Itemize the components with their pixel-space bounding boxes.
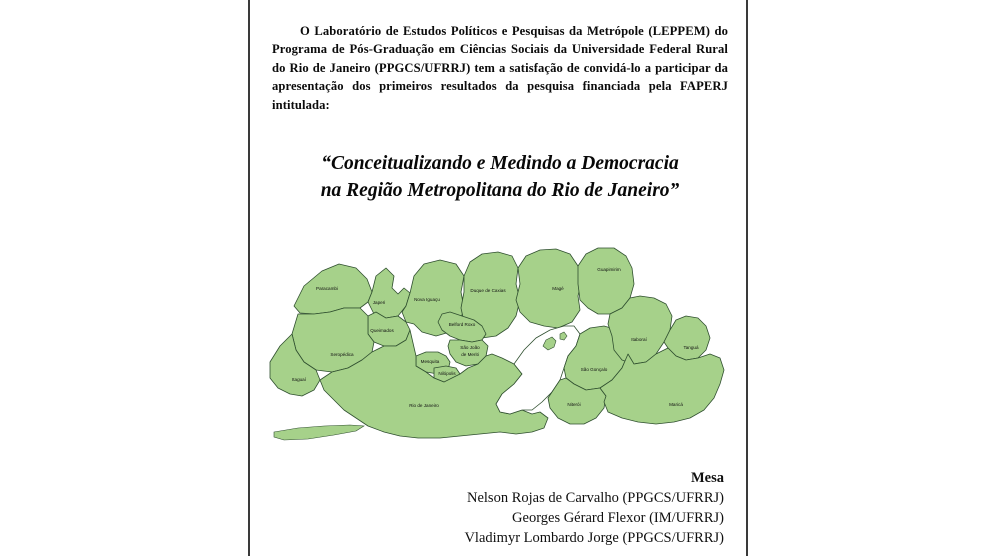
map-label-guapimirim: Guapimirim bbox=[597, 267, 621, 272]
title-line-2: na Região Metropolitana do Rio de Janeiro” bbox=[320, 180, 680, 201]
municipality-mage bbox=[516, 249, 582, 328]
map-label-queimados: Queimados bbox=[370, 328, 394, 333]
document-page bbox=[248, 0, 748, 556]
map-label-nilopolis: Nilópolis bbox=[438, 371, 456, 376]
map-label-itaborai: Itaboraí bbox=[631, 337, 647, 342]
metropolitan-region-map bbox=[264, 246, 736, 458]
map-label-paracambi: Paracambi bbox=[316, 286, 338, 291]
map-svg bbox=[264, 246, 736, 458]
map-label-sao-joao-line1: São João bbox=[460, 345, 480, 350]
map-label-nova-iguacu: Nova Iguaçu bbox=[414, 297, 440, 302]
map-label-marica: Maricá bbox=[669, 402, 683, 407]
map-label-rio-de-janeiro: Rio de Janeiro bbox=[409, 403, 439, 408]
map-label-niteroi: Niterói bbox=[567, 402, 581, 407]
map-label-seropedica: Seropédica bbox=[330, 352, 354, 357]
map-label-tangua: Tanguá bbox=[683, 345, 699, 350]
map-municipalities bbox=[270, 248, 724, 440]
mesa-member-1: Nelson Rojas de Carvalho (PPGCS/UFRRJ) bbox=[467, 490, 724, 506]
map-label-mesquita: Mesquita bbox=[420, 359, 440, 364]
map-label-sao-joao-line2: de Meriti bbox=[461, 352, 479, 357]
mesa-member-2: Georges Gérard Flexor (IM/UFRRJ) bbox=[512, 510, 724, 526]
page-title bbox=[272, 150, 728, 204]
mesa-section bbox=[304, 468, 724, 548]
map-label-belford-roxo: Belford Roxo bbox=[448, 322, 476, 327]
map-label-sao-goncalo: São Gonçalo bbox=[580, 367, 608, 372]
restinga-marambaia bbox=[274, 425, 364, 440]
mesa-member-3: Vladimyr Lombardo Jorge (PPGCS/UFRRJ) bbox=[464, 530, 724, 546]
map-label-duque-de-caxias: Duque de Caxias bbox=[470, 288, 506, 293]
intro-paragraph: O Laboratório de Estudos Políticos e Pesquisas da Metrópole (LEPPEM) do Programa de Pós-Graduação em Ciências Sociais da Universidade Federal Rural do Rio de Janeiro (PPGCS/UFRRJ) tem a satisfação de convidá-lo a participar da apresentação dos primeiros resultados da pesquisa financiada pela FAPERJ intitulada: bbox=[272, 23, 728, 112]
map-label-mage: Magé bbox=[552, 286, 564, 291]
title-line-1: “Conceitualizando e Medindo a Democracia bbox=[321, 153, 679, 174]
mesa-heading: Mesa bbox=[690, 470, 724, 486]
map-label-japeri: Japeri bbox=[372, 300, 386, 305]
map-label-itaguai: Itaguaí bbox=[291, 377, 307, 382]
